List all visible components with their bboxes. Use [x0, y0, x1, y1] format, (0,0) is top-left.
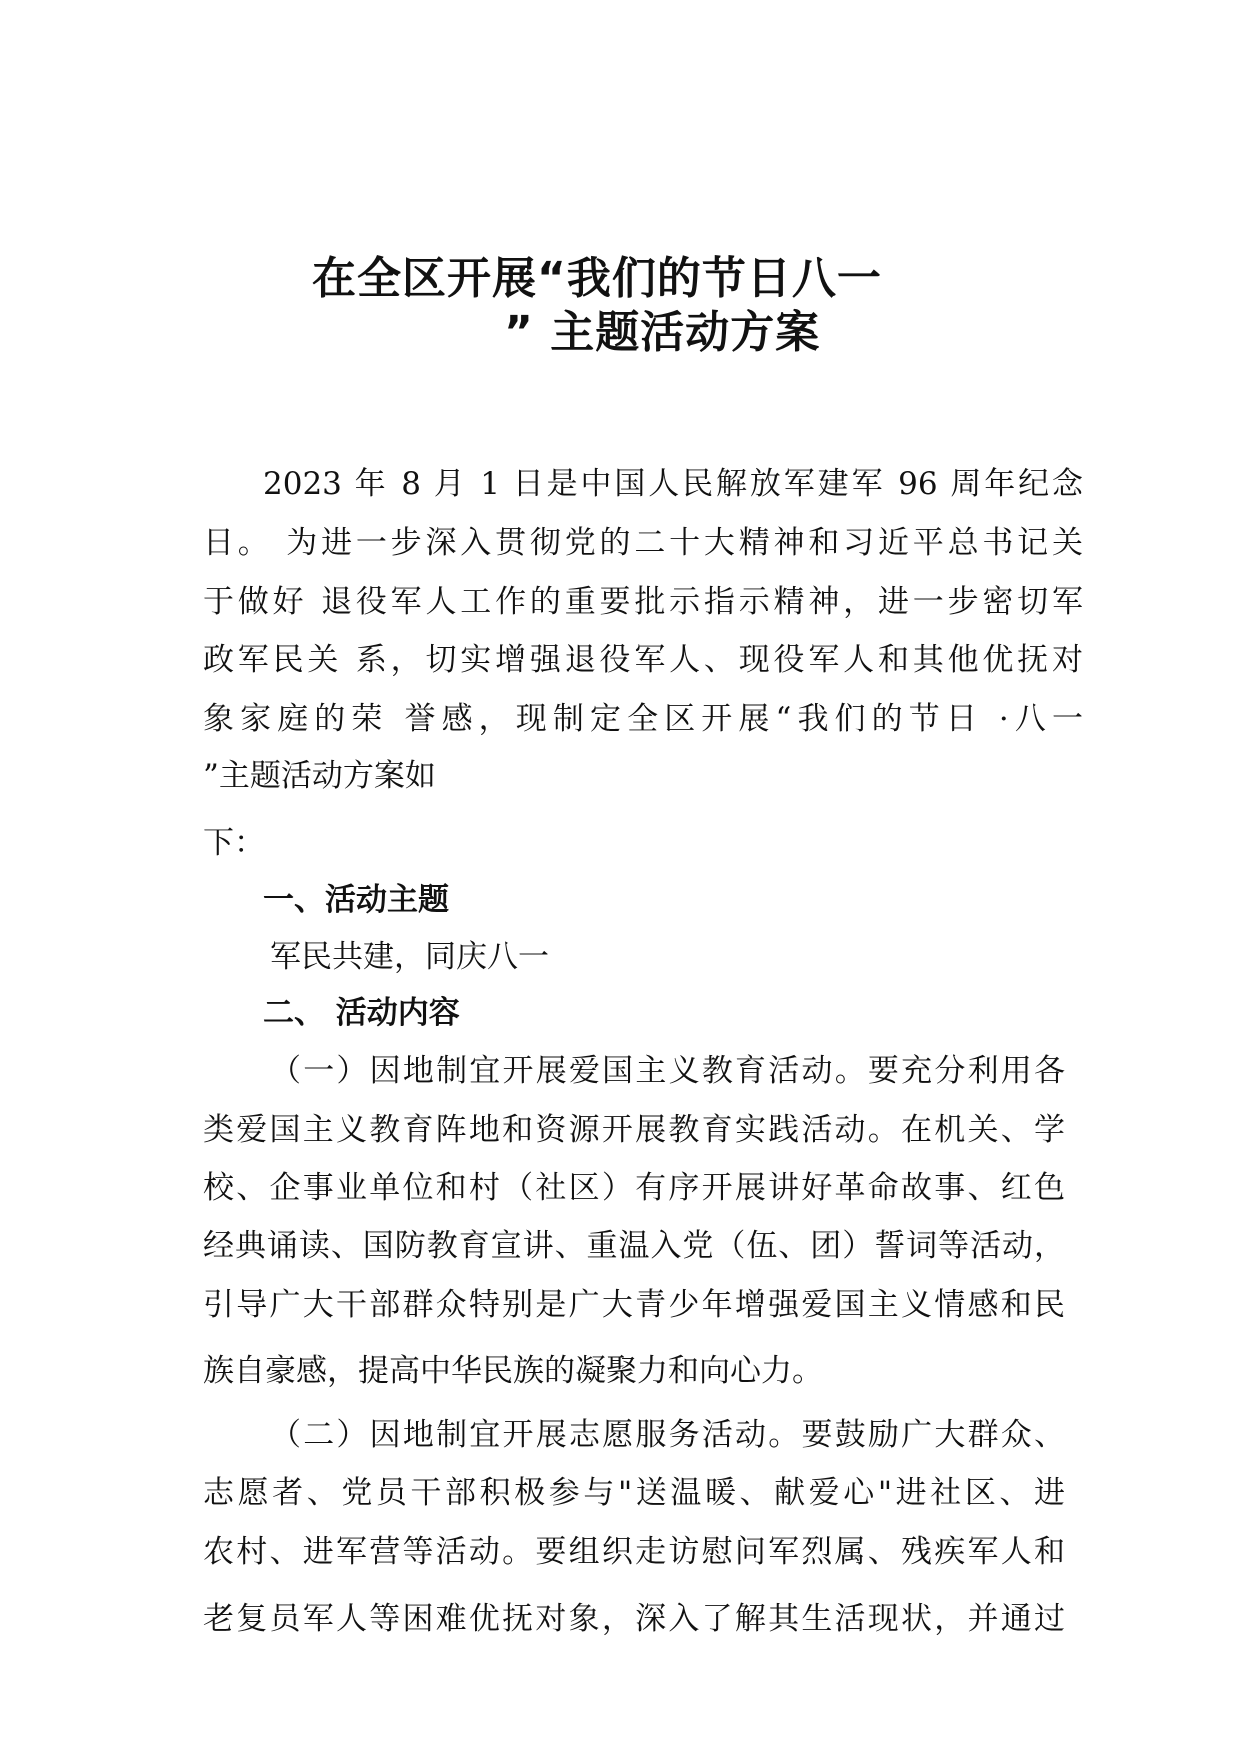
- document-title-line-2: ” 主题活动方案: [504, 307, 821, 358]
- item-2-line-3: 农村、进军营等活动。要组织走访慰问军烈属、残疾军人和: [203, 1534, 1065, 1570]
- item-2-line-2: 志愿者、党员干部积极参与"送温暖、献爱心"进社区、进: [203, 1475, 1065, 1511]
- item-1-line-1: （一）因地制宜开展爱国主义教育活动。要充分利用各: [270, 1053, 1065, 1089]
- intro-line-4: 政军民关 系，切实增强退役军人、现役军人和其他优抚对: [203, 642, 1083, 678]
- intro-line-2: 日。 为进一步深入贯彻党的二十大精神和习近平总书记关: [203, 525, 1083, 561]
- item-2-line-4: 老复员军人等困难优抚对象，深入了解其生活现状，并通过: [203, 1601, 1065, 1637]
- item-1-line-4: 经典诵读、国防教育宣讲、重温入党（伍、团）誓词等活动，: [203, 1228, 1065, 1264]
- section-heading-1: 一、活动主题: [263, 882, 449, 918]
- item-2-line-1: （二）因地制宜开展志愿服务活动。要鼓励广大群众、: [270, 1417, 1065, 1453]
- item-1-line-6: 族自豪感，提高中华民族的凝聚力和向心力。: [203, 1353, 823, 1389]
- document-title-line-1: 在全区开展“我们的节日八一: [312, 253, 882, 304]
- intro-line-1: 2023 年 8 月 1 日是中国人民解放军建军 96 周年纪念: [263, 466, 1083, 502]
- item-1-line-3: 校、企事业单位和村（社区）有序开展讲好革命故事、红色: [203, 1170, 1065, 1206]
- intro-line-6: ”主题活动方案如: [203, 758, 436, 794]
- intro-line-3: 于做好 退役军人工作的重要批示指示精神，进一步密切军: [203, 584, 1083, 620]
- section-1-body: 军民共建，同庆八一: [270, 939, 549, 975]
- section-heading-2: 二、 活动内容: [263, 995, 460, 1031]
- intro-line-5: 象家庭的荣 誉感，现制定全区开展“我们的节日 ·八一: [203, 701, 1083, 737]
- item-1-line-5: 引导广大干部群众特别是广大青少年增强爱国主义情感和民: [203, 1287, 1065, 1323]
- intro-line-7: 下：: [203, 825, 265, 861]
- item-1-line-2: 类爱国主义教育阵地和资源开展教育实践活动。在机关、学: [203, 1112, 1065, 1148]
